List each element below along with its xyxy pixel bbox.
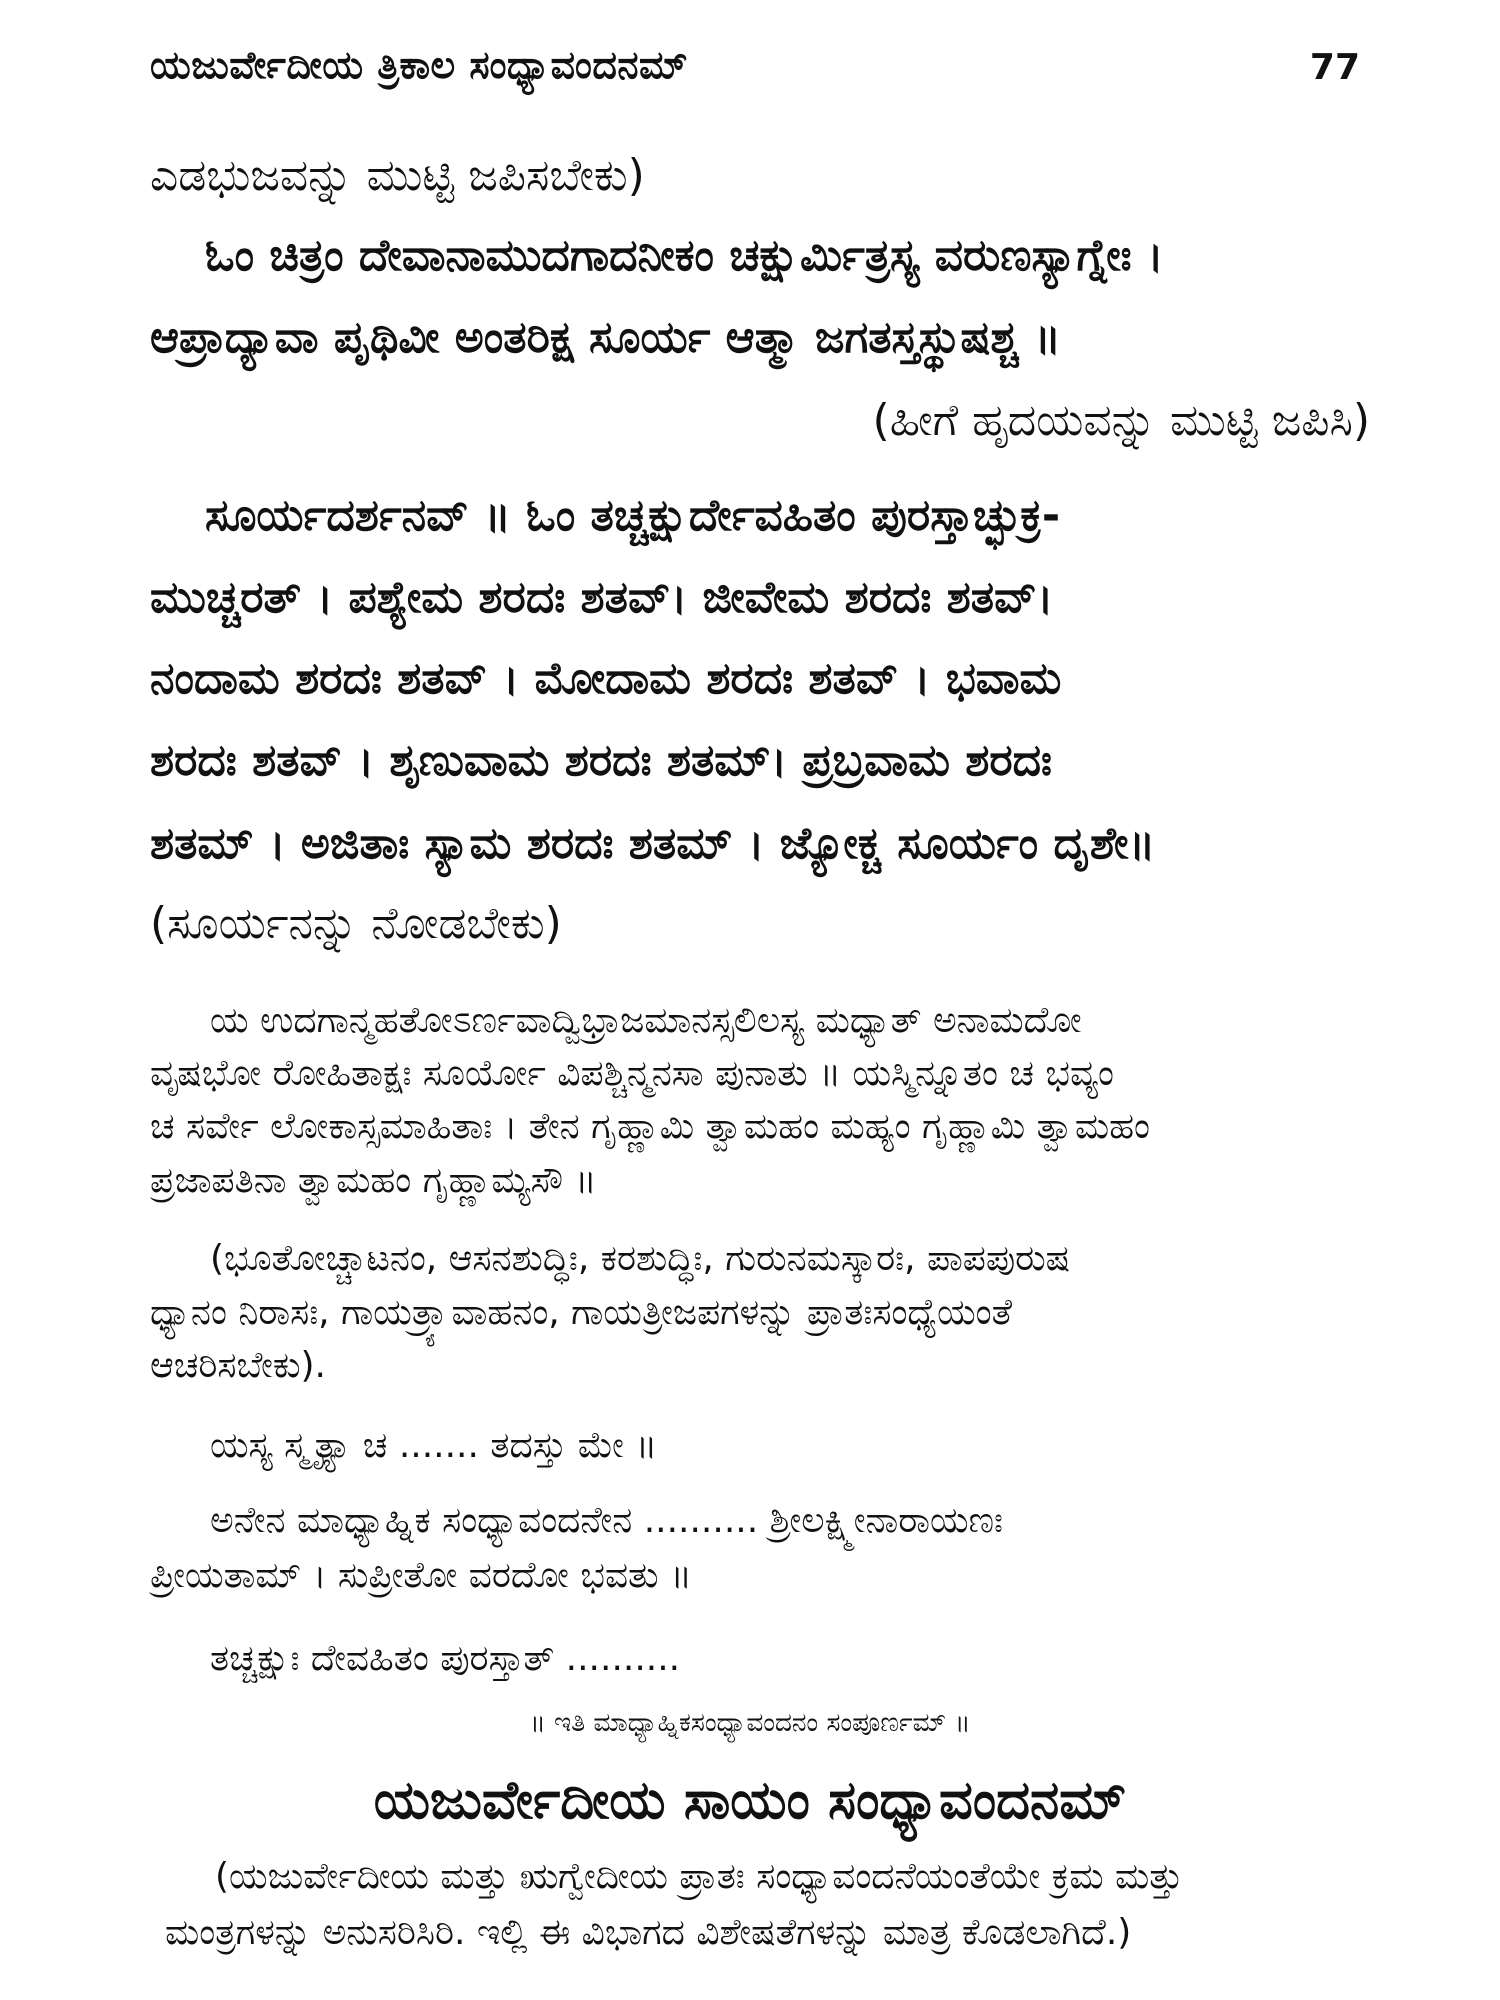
text-line: ಪ್ರಜಾಪತಿನಾ ತ್ವಾಮಹಂ ಗೃಹ್ಣಾಮ್ಯಸೌ ॥ bbox=[150, 1160, 597, 1201]
mantra-line: ಆಪ್ರಾದ್ಯಾವಾ ಪೃಥಿವೀ ಅಂತರಿಕ್ಷ ಸೂರ್ಯ ಆತ್ಮಾ ಜಗತಸ್ತಸ್ಥುಷಶ್ಚ ॥ bbox=[150, 312, 1062, 363]
instruction-line: ಮಂತ್ರಗಳನ್ನು ಅನುಸರಿಸಿರಿ. ಇಲ್ಲಿ ಈ ವಿಭಾಗದ ವಿಶೇಷತೆಗಳನ್ನು ಮಾತ್ರ ಕೊಡಲಾಗಿದೆ.) bbox=[165, 1912, 1132, 1953]
mantra-line: ಮುಚ್ಚರತ್ । ಪಶ್ಯೇಮ ಶರದಃ ಶತವ್‌। ಜೀವೇಮ ಶರದಃ ಶತವ್‌। bbox=[150, 572, 1054, 623]
text-line: ಅನೇನ ಮಾಧ್ಯಾಹ್ನಿಕ ಸಂಧ್ಯಾವಂದನೇನ .......... ಶ್ರೀಲಕ್ಷ್ಮೀನಾರಾಯಣಃ bbox=[210, 1500, 1004, 1541]
text-line: ಯ ಉದಗಾನ್ಮಹತೋಽರ್ಣವಾದ್ವಿಭ್ರಾಜಮಾನಸ್ಸಲಿಲಸ್ಯ ಮಧ್ಯಾತ್ ಅನಾಮದೋ bbox=[210, 1000, 1082, 1041]
mantra-line: ಓಂ ಚಿತ್ರಂ ದೇವಾನಾಮುದಗಾದನೀಕಂ ಚಕ್ಷುರ್ಮಿತ್ರಸ್ಯ ವರುಣಸ್ಯಾಗ್ನೇಃ । bbox=[205, 230, 1164, 281]
mantra-line: ಶರದಃ ಶತವ್ । ಶೃಣುವಾಮ ಶರದಃ ಶತಮ್‌। ಪ್ರಬ್ರವಾಮ ಶರದಃ bbox=[150, 735, 1052, 786]
mantra-line: ಸೂರ್ಯದರ್ಶನವ್ ॥ ಓಂ ತಚ್ಚಕ್ಷುರ್ದೇವಹಿತಂ ಪುರಸ್ತಾಚ್ಛುಕ್ರ- bbox=[205, 490, 1061, 541]
instruction-line: (ಯಜುರ್ವೇದೀಯ ಮತ್ತು ಋಗ್ವೇದೀಯ ಪ್ರಾತಃ ಸಂಧ್ಯಾವಂದನೆಯಂತೆಯೇ ಕ್ರಮ ಮತ್ತು bbox=[215, 1856, 1183, 1897]
section-heading: ಯಜುರ್ವೇದೀಯ ಸಾಯಂ ಸಂಧ್ಯಾವಂದನಮ್ bbox=[373, 1770, 1127, 1831]
running-header bbox=[150, 38, 1360, 88]
colophon-line: ॥ ಇತಿ ಮಾಧ್ಯಾಹ್ನಿಕಸಂಧ್ಯಾವಂದನಂ ಸಂಪೂರ್ಣಮ್ ॥ bbox=[529, 1708, 971, 1738]
instruction-line: (ಸೂರ್ಯನನ್ನು ನೋಡಬೇಕು) bbox=[150, 898, 562, 949]
text-line: ಪ್ರೀಯತಾಮ್ । ಸುಪ್ರೀತೋ ವರದೋ ಭವತು ॥ bbox=[150, 1555, 692, 1596]
instruction-line: (ಹೀಗೆ ಹೃದಯವನ್ನು ಮುಟ್ಟಿ ಜಪಿಸಿ) bbox=[872, 395, 1370, 446]
mantra-line: ನಂದಾಮ ಶರದಃ ಶತವ್ । ಮೋದಾಮ ಶರದಃ ಶತವ್ । ಭವಾಮ bbox=[150, 653, 1062, 704]
instruction-line: ಆಚರಿಸಬೇಕು). bbox=[150, 1345, 327, 1386]
text-line: ಚ ಸರ್ವೇ ಲೋಕಾಸ್ಸಮಾಹಿತಾಃ । ತೇನ ಗೃಹ್ಣಾಮಿ ತ್ವಾಮಹಂ ಮಹ್ಯಂ ಗೃಹ್ಣಾಮಿ ತ್ವಾಮಹಂ bbox=[150, 1106, 1150, 1147]
text-line: ಯಸ್ಯ ಸ್ಮೃತ್ಯಾ ಚ ....... ತದಸ್ತು ಮೇ ॥ bbox=[210, 1425, 658, 1466]
mantra-line: ಶತಮ್ । ಅಜಿತಾಃ ಸ್ಯಾಮ ಶರದಃ ಶತಮ್ । ಜ್ಯೋಕ್ಚ ಸೂರ್ಯಂ ದೃಶೇ॥ bbox=[150, 818, 1156, 869]
instruction-line: ಧ್ಯಾನಂ ನಿರಾಸಃ, ಗಾಯತ್ರ್ಯಾವಾಹನಂ, ಗಾಯತ್ರೀಜಪಗಳನ್ನು ಪ್ರಾತಃಸಂಧ್ಯೆಯಂತೆ bbox=[150, 1292, 1013, 1333]
text-line: ತಚ್ಚಕ್ಷುಃ ದೇವಹಿತಂ ಪುರಸ್ತಾತ್ .......... bbox=[210, 1638, 681, 1679]
running-header-title: ಯಜುರ್ವೇದೀಯ ತ್ರಿಕಾಲ ಸಂಧ್ಯಾವಂದನಮ್ bbox=[150, 43, 688, 87]
text-line: ಎಡಭುಜವನ್ನು ಮುಟ್ಟಿ ಜಪಿಸಬೇಕು) bbox=[150, 150, 645, 201]
text-line: ವೃಷಭೋ ರೋಹಿತಾಕ್ಷಃ ಸೂರ್ಯೋ ವಿಪಶ್ಚಿನ್ಮನಸಾ ಪುನಾತು ॥ ಯಸ್ಮಿನ್ನೂತಂ ಚ ಭವ್ಯಂ bbox=[150, 1053, 1115, 1094]
instruction-line: (ಭೂತೋಚ್ಚಾಟನಂ, ಆಸನಶುದ್ಧಿಃ, ಕರಶುದ್ಧಿಃ, ಗುರುನಮಸ್ಕಾರಃ, ಪಾಪಪುರುಷ bbox=[210, 1238, 1071, 1279]
page-number: 77 bbox=[1309, 47, 1360, 88]
